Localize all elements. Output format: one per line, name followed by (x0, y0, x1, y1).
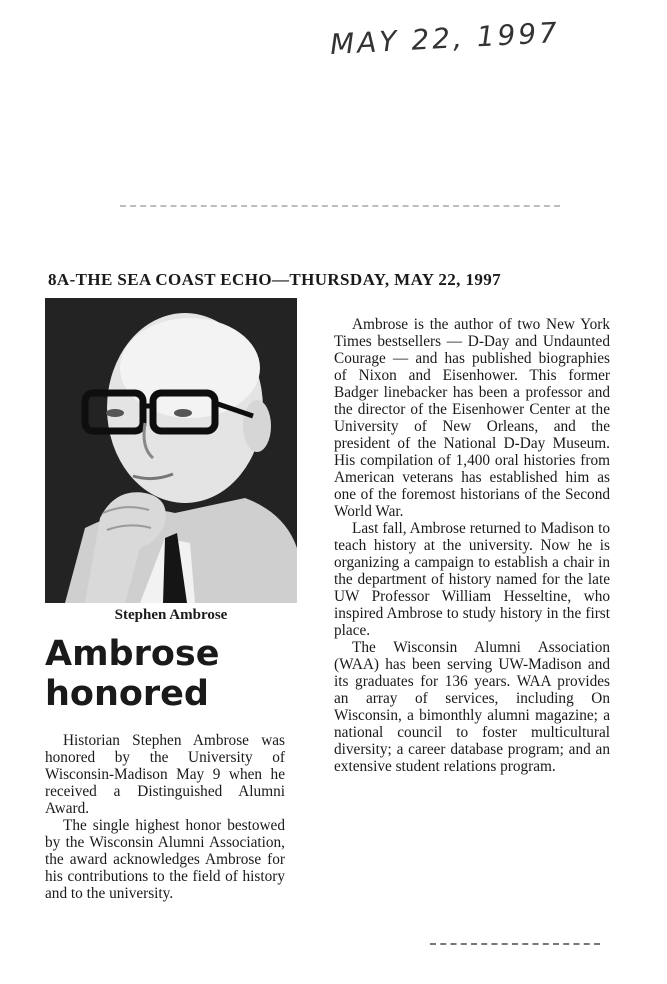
newspaper-header: 8A-THE SEA COAST ECHO—THURSDAY, MAY 22, 1997 (48, 270, 502, 289)
paragraph: The single highest honor bestowed by the Wisconsin Alumni Association, the award acknowledges Ambrose for his contributions to the field of history and to the university. (45, 817, 285, 902)
scan-artifact-line (120, 205, 560, 207)
handwritten-date: MAY 22, 1997 (329, 16, 561, 61)
paragraph: Historian Stephen Ambrose was honored by the University of Wisconsin-Madison May 9 when he received a Distinguished Alumni Award. (45, 732, 285, 817)
article-column-2 (334, 316, 610, 775)
paragraph: The Wisconsin Alumni Association (WAA) has been serving UW-Madison and its graduates for 136 years. WAA provides an array of services, including On Wisconsin, a bimonthly alumni magazine; a national council to foster multicultural diversity; a career database program; and an extensive student relations program. (334, 639, 610, 775)
headline-line-1: Ambrose (45, 634, 220, 674)
photo-caption: Stephen Ambrose (114, 607, 228, 623)
headline (45, 634, 305, 714)
paragraph: Ambrose is the author of two New York Times bestsellers — D-Day and Undaunted Courage — and has published biographies of Nixon and Eisenhower. This former Badger linebacker has been a professor and the director of the Eisenhower Center at the University of New Orleans, and the president of the National D-Day Museum. His compilation of 1,400 oral histories from American veterans has established him as one of the foremost historians of the Second World War. (334, 316, 610, 520)
headline-line-2: honored (45, 674, 209, 714)
paragraph: Last fall, Ambrose returned to Madison to teach history at the university. Now he is organizing a campaign to establish a chair in the department of history named for the late UW Professor William Hesseltine, who inspired Ambrose to study history in the first place. (334, 520, 610, 639)
portrait-illustration (45, 298, 297, 603)
clipping-edge-line (430, 943, 600, 945)
portrait-photo (45, 298, 297, 603)
article-column-1 (45, 732, 285, 902)
